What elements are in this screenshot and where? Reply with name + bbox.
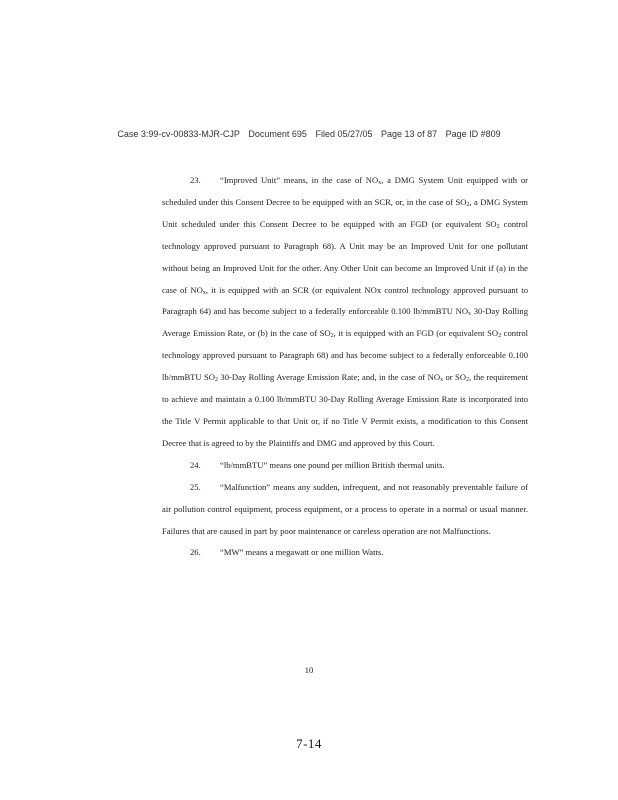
page-id: Page ID #809 (445, 129, 501, 139)
definition-paragraph (162, 477, 528, 543)
document-number: Document 695 (248, 129, 307, 139)
paragraph-text: or SO (443, 372, 467, 383)
subscript: 2 (498, 333, 502, 340)
paragraph-text: “Malfunction” means any sudden, infrequent, and not reasonably preventable failure of air pollution control equipment, process equipment, or a process to operate in a normal or usual manner. Failures that are caused in part by poor maintenance or careless operation are not Malfunctions. (162, 481, 528, 536)
filed-date: Filed 05/27/05 (315, 129, 373, 139)
paragraph-text: “MW” means a megawatt or one million Watts. (220, 547, 384, 558)
exhibit-page-number: 7-14 (296, 736, 322, 751)
paragraph-text: control technology approved pursuant to Paragraph 68) and has become subject to a federally enforceable 0.100 lb/mmBTU SO (162, 328, 529, 383)
paragraph-text: , it is equipped with an FGD (or equivalent SO (333, 328, 499, 339)
page-of-total: Page 13 of 87 (381, 129, 438, 139)
paragraph-text: 30-Day Rolling Average Emission Rate; and, in the case of NO (218, 372, 441, 383)
paragraph-number: 24. (190, 459, 201, 470)
subscript: 2 (466, 377, 470, 384)
paragraph-text: , it is equipped with an SCR (or equivalent NOx control technology approved pursuant to Paragraph 64) and has become subject to a federally enforceable 0.100 lb/mmBTU NO (162, 284, 528, 317)
paragraph-text: 30-Day Rolling Average Emission Rate, or (b) in the case of SO (162, 306, 528, 339)
paragraph-number: 25. (190, 481, 201, 492)
subscript: x (468, 311, 472, 318)
case-number: Case 3:99-cv-00833-MJR-CJP (117, 129, 240, 139)
subscript: x (202, 289, 206, 296)
paragraph-text: “lb/mmBTU” means one pound per million British thermal units. (220, 459, 445, 470)
subscript: x (440, 377, 444, 384)
subscript: 2 (466, 201, 470, 208)
definition-paragraph (162, 170, 528, 455)
subscript: 2 (496, 223, 500, 230)
paragraph-number: 26. (190, 547, 201, 558)
definition-paragraph (162, 455, 528, 477)
paragraph-text: , a DMG System Unit scheduled under this Consent Decree to be equipped with an FGD (or equivalent SO (162, 196, 528, 229)
paragraph-number: 23. (190, 175, 201, 185)
subscript: 2 (330, 333, 334, 340)
document-body (162, 170, 528, 564)
subscript: x (378, 180, 382, 186)
paragraph-text: , a DMG System Unit equipped with or scheduled under this Consent Decree to be equipped with an SCR, or, in the case of SO (162, 175, 528, 207)
page-number: 10 (304, 665, 314, 675)
subscript: 2 (215, 377, 219, 384)
paragraph-text: “Improved Unit” means, in the case of NO (220, 175, 379, 185)
paragraph-text: , the requirement to achieve and maintain a 0.100 lb/mmBTU 30-Day Rolling Average Emission Rate is incorporated into the Title V Permit applicable to that Unit or, if no Title V Permit exists, a modification to this Consent Decree that is agreed to by the Plaintiffs and DMG and approved by this Court. (162, 372, 528, 448)
case-header (0, 129, 618, 139)
paragraph-text: control technology approved pursuant to Paragraph 68). A Unit may be an Improved Unit for one pollutant without being an Improved Unit for the other. Any Other Unit can become an Improved Unit if (a) in the case of NO (162, 218, 528, 295)
definition-paragraph (162, 542, 528, 564)
